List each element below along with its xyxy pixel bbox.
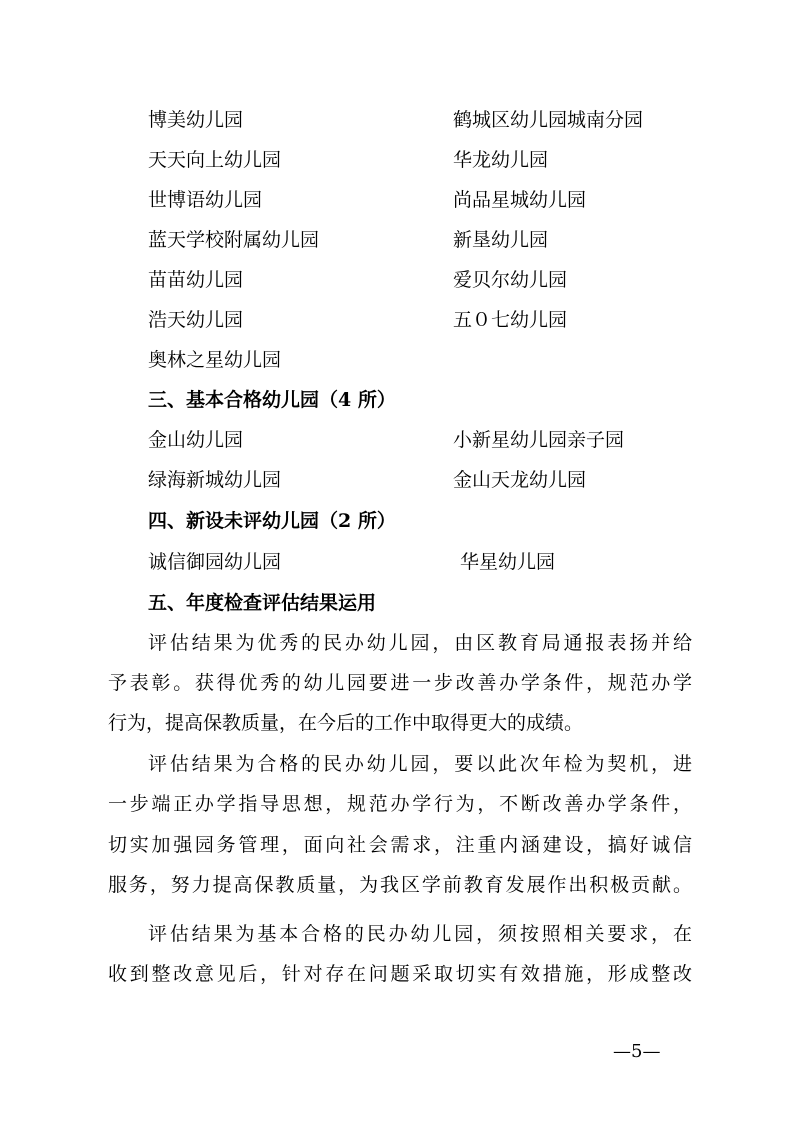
kindergarten-name: 诚信御园幼儿园 <box>148 551 282 573</box>
section-heading-basic-qualified: 三、基本合格幼儿园（4 所） <box>148 389 396 411</box>
kindergarten-name: 华龙幼儿园 <box>453 149 549 171</box>
paragraph-line: 予表彰。获得优秀的幼儿园要进一步改善办学条件，规范办学 <box>108 672 692 694</box>
kindergarten-name: 奥林之星幼儿园 <box>148 349 282 371</box>
kindergarten-name: 新垦幼儿园 <box>453 229 549 251</box>
paragraph-line: 服务，努力提高保教质量，为我区学前教育发展作出积极贡献。 <box>108 874 692 896</box>
kindergarten-name: 五０七幼儿园 <box>453 309 568 331</box>
paragraph-line: 切实加强园务管理，面向社会需求，注重内涵建设，搞好诚信 <box>108 834 692 856</box>
kindergarten-name: 金山天龙幼儿园 <box>453 469 587 491</box>
paragraph-line: 评估结果为基本合格的民办幼儿园，须按照相关要求，在 <box>148 923 692 945</box>
kindergarten-name: 天天向上幼儿园 <box>148 149 282 171</box>
kindergarten-name: 世博语幼儿园 <box>148 189 263 211</box>
kindergarten-name: 博美幼儿园 <box>148 109 244 131</box>
kindergarten-name: 华星幼儿园 <box>460 551 556 573</box>
kindergarten-name: 小新星幼儿园亲子园 <box>453 429 625 451</box>
paragraph-line: 评估结果为合格的民办幼儿园，要以此次年检为契机，进 <box>148 753 692 775</box>
kindergarten-name: 鹤城区幼儿园城南分园 <box>453 109 644 131</box>
kindergarten-name: 爱贝尔幼儿园 <box>453 269 568 291</box>
paragraph-line: 一步端正办学指导思想，规范办学行为，不断改善办学条件， <box>108 793 692 815</box>
paragraph-line: 评估结果为优秀的民办幼儿园，由区教育局通报表扬并给 <box>148 632 692 654</box>
section-heading-new-unrated: 四、新设未评幼儿园（2 所） <box>148 510 396 532</box>
kindergarten-name: 浩天幼儿园 <box>148 309 244 331</box>
section-heading-results-application: 五、年度检查评估结果运用 <box>148 592 377 614</box>
kindergarten-name: 绿海新城幼儿园 <box>148 469 282 491</box>
paragraph-line: 行为，提高保教质量，在今后的工作中取得更大的成绩。 <box>108 712 584 734</box>
kindergarten-name: 蓝天学校附属幼儿园 <box>148 229 320 251</box>
kindergarten-name: 尚品星城幼儿园 <box>453 189 587 211</box>
kindergarten-name: 金山幼儿园 <box>148 429 244 451</box>
page-number: —5— <box>613 1041 661 1062</box>
paragraph-line: 收到整改意见后，针对存在问题采取切实有效措施，形成整改 <box>108 963 692 985</box>
kindergarten-name: 苗苗幼儿园 <box>148 269 244 291</box>
